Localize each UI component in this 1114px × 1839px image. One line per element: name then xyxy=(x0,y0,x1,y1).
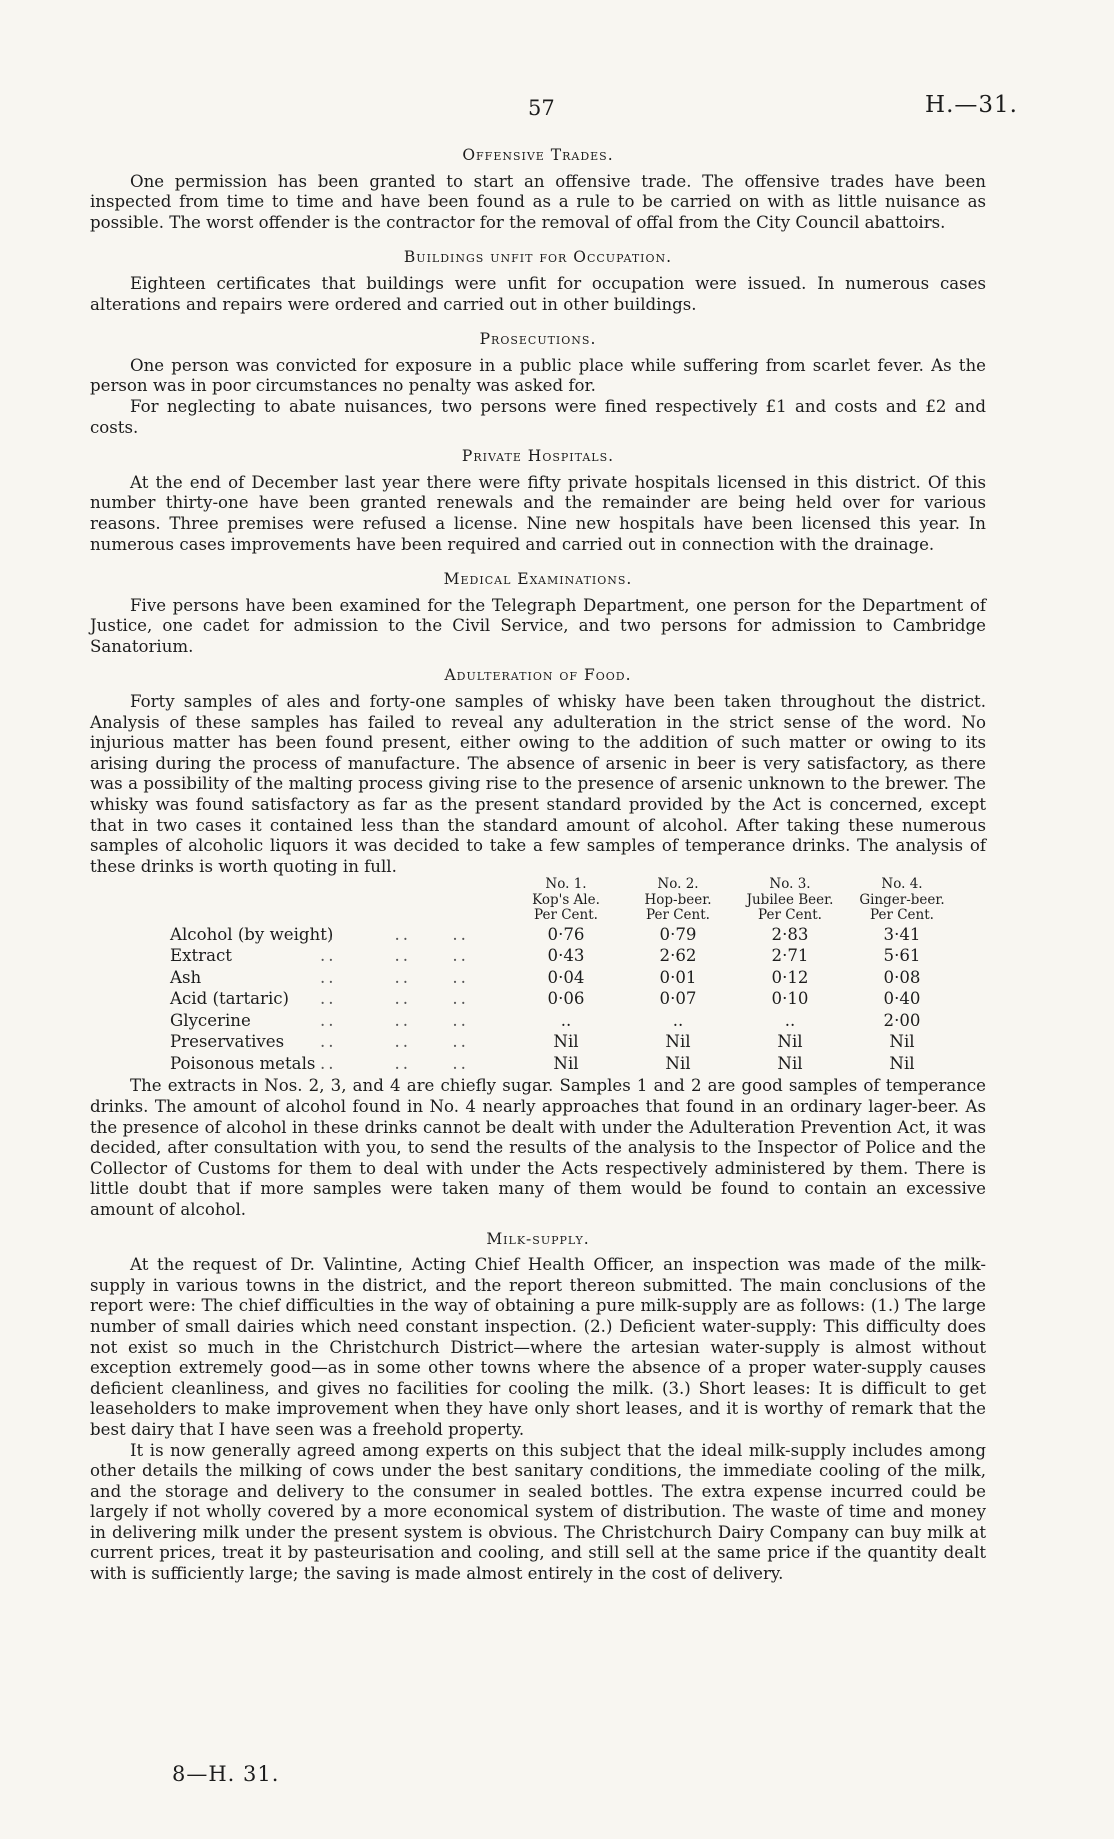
section-title: Medical Examinations. xyxy=(443,570,633,589)
section-title: Buildings unfit for Occupation. xyxy=(403,248,673,267)
table-row: Acid (tartaric) .. .. .. 0·06 0·07 0·10 0·40 xyxy=(90,988,986,1010)
paragraph: One permission has been granted to start an offensive trade. The offensive trades have been inspected from time to time and have been found as a rule to be carried on with as little nuisance as possible. The worst offender is the contractor for the removal of offal from the City Council abattoirs. xyxy=(90,171,986,232)
table-cell: Nil xyxy=(889,1053,915,1073)
table-cell: Nil xyxy=(553,1032,579,1052)
footer-signature: 8—H. 31. xyxy=(172,1762,280,1786)
paragraph: Five persons have been examined for the Telegraph Department, one person for the Department of Justice, one cadet for admission to the Civil Service, and two persons for admission to Cambridge Sanatorium. xyxy=(90,595,986,656)
table-cell: Nil xyxy=(665,1053,691,1073)
table-cell: 0·07 xyxy=(659,989,697,1009)
paragraph: Eighteen certificates that buildings were unfit for occupation were issued. In numerous cases alterations and repairs were ordered and carried out in other buildings. xyxy=(90,273,986,314)
paragraph: The extracts in Nos. 2, 3, and 4 are chiefly sugar. Samples 1 and 2 are good samples of temperance drinks. The amount of alcohol found in No. 4 nearly approaches that found in an ordinary lager-beer. As the presence of alcohol in these drinks cannot be dealt with under the Adulteration Prevention Act, it was decided, after consultation with you, to send the results of the analysis to the Inspector of Police and the Collector of Customs for them to deal with under the Acts respectively administered by them. There is little doubt that if more samples were taken many of them would be found to contain an excessive amount of alcohol. xyxy=(90,1076,986,1219)
table-cell: 2·62 xyxy=(659,946,697,966)
paragraph: For neglecting to abate nuisances, two persons were fined respectively £1 and costs and £2 and costs. xyxy=(90,396,986,437)
table-cell: 0·79 xyxy=(659,924,697,944)
table-cell: 0·43 xyxy=(547,946,585,966)
section-title: Offensive Trades. xyxy=(462,146,614,164)
table-cell: .. xyxy=(560,1010,572,1030)
table-cell: 0·08 xyxy=(883,967,921,987)
column-header: No. 3. Jubilee Beer. Per Cent. xyxy=(746,876,834,924)
table-row: Ash .. .. .. 0·04 0·01 0·12 0·08 xyxy=(90,967,986,989)
table-cell: .. xyxy=(784,1010,796,1030)
section-private-hospitals xyxy=(90,446,986,555)
table-cell: 2·71 xyxy=(771,946,809,966)
paragraph: Forty samples of ales and forty-one samples of whisky have been taken throughout the district. Analysis of these samples has failed to reveal any adulteration in the strict sense of the word. No injurious matter has been found present, either owing to the addition of such matter or owing to its arising during the process of manufacture. The absence of arsenic in beer is very satisfactory, as there was a possibility of the malting process giving rise to the presence of arsenic unknown to the brewer. The whisky was found satisfactory as far as the present standard provided by the Act is concerned, except that in two cases it contained less than the standard amount of alcohol. After taking these numerous samples of alcoholic liquors it was decided to take a few samples of temperance drinks. The analysis of these drinks is worth quoting in full. xyxy=(90,692,986,876)
table-cell: Nil xyxy=(777,1032,803,1052)
table-cell: .. xyxy=(672,1010,684,1030)
table-cell: 0·40 xyxy=(883,989,921,1009)
table-cell: 5·61 xyxy=(883,946,921,966)
table-cell: Nil xyxy=(553,1053,579,1073)
column-header: No. 1. Kop's Ale. Per Cent. xyxy=(532,876,600,924)
table-header xyxy=(90,877,986,924)
section-title: Prosecutions. xyxy=(479,330,597,349)
table-cell: 2·00 xyxy=(883,1010,921,1030)
table-cell: Nil xyxy=(889,1032,915,1052)
table-cell: 0·04 xyxy=(547,967,585,987)
table-cell: 0·12 xyxy=(771,967,809,987)
table-cell: 0·10 xyxy=(771,989,809,1009)
row-label: Extract xyxy=(170,946,232,966)
section-title: Adulteration of Food. xyxy=(444,666,632,685)
page-number: 57 xyxy=(528,96,555,120)
table-cell: 0·76 xyxy=(547,924,585,944)
section-title: Private Hospitals. xyxy=(461,447,615,466)
paragraph: At the request of Dr. Valintine, Acting Chief Health Officer, an inspection was made of the milk-supply in various towns in the district, and the report thereon submitted. The main conclusions of the report were: The chief difficulties in the way of obtaining a pure milk-supply are as follows: (1.) The large number of small dairies which need constant inspection. (2.) Deficient water-supply: This difficulty does not exist so much in the Christchurch District—where the artesian water-supply is almost without exception extremely good—as in some other towns where the absence of a proper water-supply causes deficient cleanliness, and gives no facilities for cooling the milk. (3.) Short leases: It is difficult to get leaseholders to make improvement when they have only short leases, and it is worthy of remark that the best dairy that I have seen was a freehold property. xyxy=(90,1255,986,1439)
row-label: Glycerine xyxy=(170,1010,251,1030)
table-cell: Nil xyxy=(777,1053,803,1073)
section-title: Milk-supply. xyxy=(486,1229,590,1248)
table-cell: 0·01 xyxy=(659,967,697,987)
column-header: No. 2. Hop-beer. Per Cent. xyxy=(644,876,712,924)
table-row: Preservatives .. .. .. Nil Nil Nil Nil xyxy=(90,1031,986,1053)
table-row: Extract .. .. .. 0·43 2·62 2·71 5·61 xyxy=(90,945,986,967)
table-cell: 3·41 xyxy=(883,924,921,944)
paragraph: One person was convicted for exposure in a public place while suffering from scarlet fever. As the person was in poor circumstances no penalty was asked for. xyxy=(90,355,986,396)
row-label: Preservatives xyxy=(170,1032,285,1052)
section-prosecutions xyxy=(90,329,986,438)
table-row: Glycerine .. .. .. .. .. .. 2·00 xyxy=(90,1010,986,1032)
column-header: No. 4. Ginger-beer. Per Cent. xyxy=(859,876,945,924)
row-label: Ash xyxy=(170,967,202,987)
document-body xyxy=(90,145,986,1599)
section-adulteration-of-food xyxy=(90,665,986,1220)
table-row: Alcohol (by weight) .. .. .. 0·76 0·79 2·83 3·41 xyxy=(90,924,986,946)
analysis-table xyxy=(90,877,986,1074)
table-cell: Nil xyxy=(665,1032,691,1052)
row-label: Alcohol (by weight) xyxy=(170,924,334,944)
row-label: Acid (tartaric) xyxy=(170,989,290,1009)
table-row: Poisonous metals .. .. .. Nil Nil Nil Nil xyxy=(90,1053,986,1075)
section-milk-supply xyxy=(90,1229,986,1585)
table-cell: 2·83 xyxy=(771,924,809,944)
paragraph: At the end of December last year there were fifty private hospitals licensed in this district. Of this number thirty-one have been granted renewals and the remainder are being held over for various reasons. Three premises were refused a license. Nine new hospitals have been licensed this year. In numerous cases improvements have been required and carried out in connection with the drainage. xyxy=(90,472,986,554)
table-cell: 0·06 xyxy=(547,989,585,1009)
section-medical-examinations xyxy=(90,569,986,657)
row-label: Poisonous metals xyxy=(170,1053,316,1073)
section-buildings-unfit xyxy=(90,247,986,315)
paragraph: It is now generally agreed among experts on this subject that the ideal milk-supply includes among other details the milking of cows under the best sanitary conditions, the immediate cooling of the milk, and the storage and delivery to the consumer in sealed bottles. The extra expense incurred could be largely if not wholly covered by a more economical system of distribution. The waste of time and money in delivering milk under the present system is obvious. The Christchurch Dairy Company can buy milk at current prices, treat it by pasteurisation and cooling, and still sell at the same price if the quantity dealt with is sufficiently large; the saving is made almost entirely in the cost of delivery. xyxy=(90,1440,986,1584)
page-reference: H.—31. xyxy=(925,92,1018,118)
section-offensive-trades xyxy=(90,145,986,233)
